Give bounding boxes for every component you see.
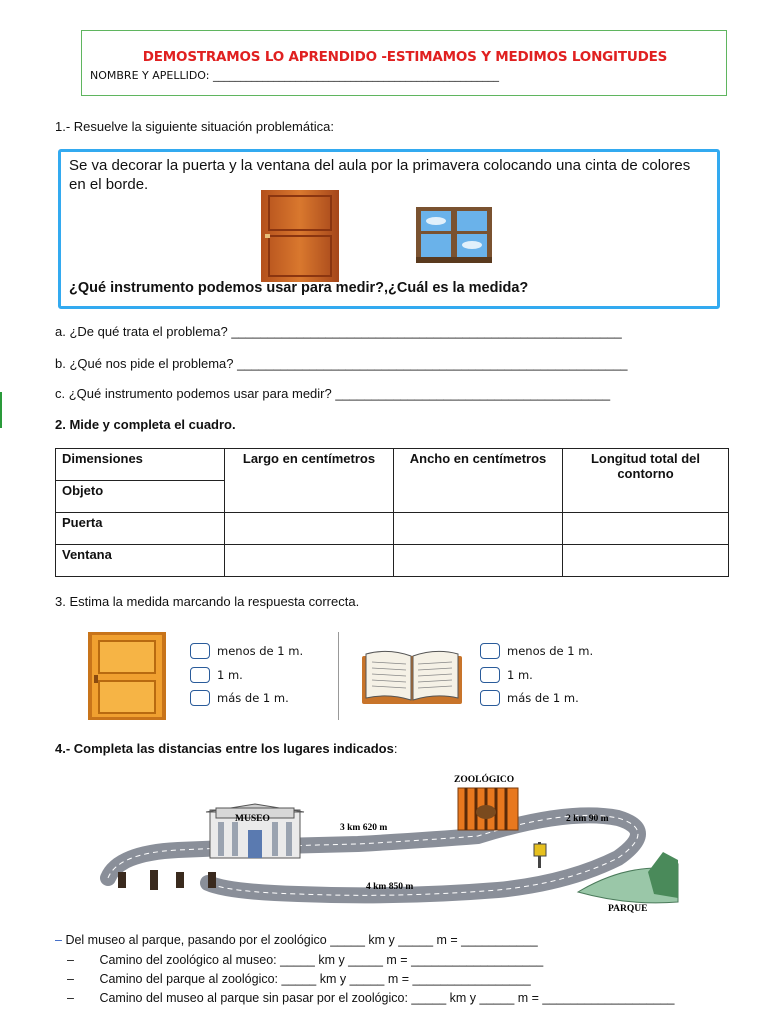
zoo-cage [458,788,518,830]
answer-line-3[interactable] [67,972,531,986]
name-field[interactable]: NOMBRE Y APELLIDO: ____________________________________________________ [90,69,499,82]
answer-line-text: Camino del museo al parque sin pasar por el zoológico: _____ km y _____ m = ___________________ [99,991,675,1005]
answer-line-text: Camino del parque al zoológico: _____ km y _____ m = _________________ [99,972,531,986]
input-cell[interactable] [225,545,394,577]
dash: – [67,991,74,1005]
option-more: más de 1 m. [507,691,579,705]
museum-building [206,804,304,858]
row-label: Ventana [56,545,225,577]
dash: – [67,953,74,967]
option-less: menos de 1 m. [507,644,594,658]
checkbox-door-less[interactable] [190,643,210,659]
window-image [416,207,492,263]
row-label: Objeto [56,481,225,513]
section4-heading-text: 4.- Completa las distancias entre los lugares indicados [55,741,394,756]
option-more: más de 1 m. [217,691,289,705]
problem-text: Se va decorar la puerta y la ventana del aula por la primavera colocando una cinta de colores en el borde. [69,157,691,193]
question-b[interactable]: b. ¿Qué nos pide el problema? ______________________________________________________ [55,356,628,371]
divider [338,632,339,720]
checkbox-book-1m[interactable] [480,667,500,683]
checkbox-door-more[interactable] [190,690,210,706]
input-cell[interactable] [563,545,729,577]
map-museum-label: MUSEO [235,814,270,824]
distance-museum-zoo: 3 km 620 m [340,823,388,833]
dash: – [55,933,62,947]
dash: – [67,972,74,986]
row-label: Puerta [56,513,225,545]
input-cell[interactable] [394,513,563,545]
section1-heading: 1.- Resuelve la siguiente situación problemática: [55,119,334,134]
question-c[interactable]: c. ¿Qué instrumento podemos usar para medir? ______________________________________ [55,386,611,401]
checkbox-book-less[interactable] [480,643,500,659]
header-cell: Largo en centímetros [225,449,394,513]
answer-line-1[interactable] [55,933,538,947]
answer-line-text: Del museo al parque, pasando por el zoológico _____ km y _____ m = ___________ [65,933,538,947]
table-row [56,513,729,545]
question-a[interactable]: a. ¿De qué trata el problema? ______________________________________________________ [55,324,622,339]
problem-box [58,149,720,309]
input-cell[interactable] [225,513,394,545]
door-image [261,190,339,282]
map-park-label: PARQUE [608,904,648,914]
worksheet-title: DEMOSTRAMOS LO APRENDIDO -ESTIMAMOS Y MEDIMOS LONGITUDES [142,49,668,65]
section4-heading [55,741,397,756]
header-box [81,30,727,96]
option-1m: 1 m. [217,668,243,682]
book-picture [360,648,464,706]
option-less: menos de 1 m. [217,644,304,658]
distance-map [98,768,688,918]
answer-line-text: Camino del zoológico al museo: _____ km y _____ m = ___________________ [99,953,544,967]
table-row [56,449,729,481]
measure-table [55,448,729,577]
checkbox-door-1m[interactable] [190,667,210,683]
option-1m: 1 m. [507,668,533,682]
map-zoo-label: ZOOLÓGICO [454,775,515,785]
section4-heading-suffix: : [393,741,398,756]
checkbox-book-more[interactable] [480,690,500,706]
distance-zoo-park: 2 km 90 m [566,814,609,824]
header-cell: Dimensiones [56,449,225,481]
answer-line-2[interactable] [67,953,543,967]
door-picture [88,632,166,720]
input-cell[interactable] [394,545,563,577]
margin-marker [0,392,2,428]
section3-heading: 3. Estima la medida marcando la respuesta correcta. [55,594,360,609]
table-row [56,545,729,577]
header-cell: Longitud total del contorno [563,449,729,513]
problem-question: ¿Qué instrumento podemos usar para medir?,¿Cuál es la medida? [69,280,529,296]
header-cell: Ancho en centímetros [394,449,563,513]
answer-line-4[interactable] [67,991,675,1005]
section2-heading: 2. Mide y completa el cuadro. [55,417,236,432]
distance-museum-park: 4 km 850 m [366,882,414,892]
input-cell[interactable] [563,513,729,545]
